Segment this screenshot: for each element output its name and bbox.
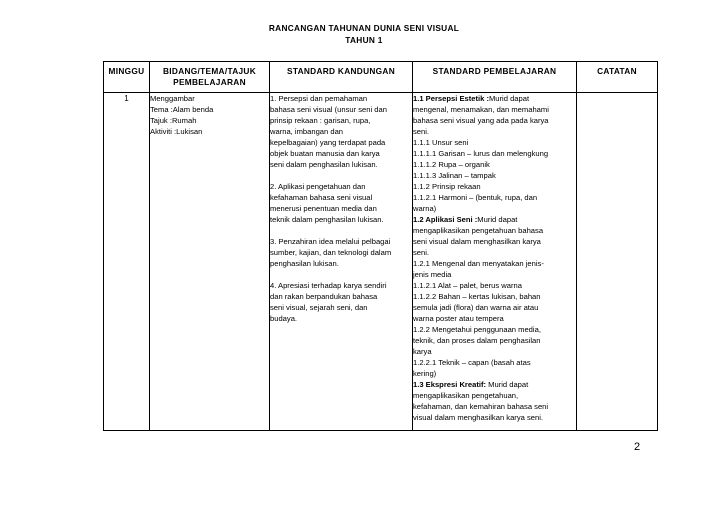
pembelajaran-line [413, 170, 576, 181]
kandungan-line: sumber, kajian, dan teknologi dalam [270, 248, 392, 257]
pembelajaran-text: teknik, dan proses dalam penghasilan [413, 336, 541, 345]
kandungan-line: bahasa seni visual (unsur seni dan [270, 105, 387, 114]
pembelajaran-text: warna) [413, 204, 437, 213]
kandungan-line: seni dalam penghasilan lukisan. [270, 160, 378, 169]
paragraph-gap [270, 170, 412, 181]
plan-table [103, 61, 658, 431]
pembelajaran-line [413, 357, 576, 368]
pembelajaran-line [413, 115, 576, 126]
pembelajaran-text: 1.1.2 Prinsip rekaan [413, 182, 481, 191]
table-row [104, 93, 658, 431]
kandungan-line: budaya. [270, 314, 298, 323]
cell-minggu: 1 [104, 93, 150, 431]
kandungan-line: 4. Apresiasi terhadap karya sendiri [270, 281, 387, 290]
pembelajaran-line [413, 159, 576, 170]
pembelajaran-line [413, 324, 576, 335]
pembelajaran-line [413, 269, 576, 280]
table-header-row [104, 62, 658, 93]
cell-standard-kandungan [270, 93, 413, 431]
pembelajaran-text: semula jadi (flora) dan warna air atau [413, 303, 539, 312]
pembelajaran-text: 1.1.1.1 Garisan – lurus dan melengkung [413, 149, 549, 158]
pembelajaran-text: seni. [413, 248, 430, 257]
pembelajaran-heading: 1.1 Persepsi Estetik : [413, 94, 489, 103]
pembelajaran-text: seni visual dalam menghasilkan karya [413, 237, 541, 246]
kandungan-line: objek buatan manusia dan karya [270, 149, 380, 158]
kandungan-line: kefahaman bahasa seni visual [270, 193, 373, 202]
pembelajaran-text: kering) [413, 369, 437, 378]
header-standard-pembelajaran: STANDARD PEMBELAJARAN [413, 62, 577, 93]
pembelajaran-text: 1.1.1.2 Rupa – organik [413, 160, 490, 169]
pembelajaran-line [413, 148, 576, 159]
pembelajaran-line [413, 412, 576, 423]
kandungan-line: kepelbagaian) yang terdapat pada [270, 138, 386, 147]
pembelajaran-line [413, 126, 576, 137]
kandungan-line: teknik dalam penghasilan lukisan. [270, 215, 384, 224]
pembelajaran-heading: 1.3 Ekspresi Kreatif: [413, 380, 487, 389]
pembelajaran-line [413, 401, 576, 412]
pembelajaran-text: mengenal, menamakan, dan memahami [413, 105, 549, 114]
kandungan-line: menerusi penentuan media dan [270, 204, 377, 213]
pembelajaran-line [413, 236, 576, 247]
kandungan-line: prinsip rekaan : garisan, rupa, [270, 116, 371, 125]
kandungan-line: penghasilan lukisan. [270, 259, 339, 268]
pembelajaran-line [413, 104, 576, 115]
kandungan-line: warna, imbangan dan [270, 127, 344, 136]
pembelajaran-line [413, 379, 576, 390]
document-subtitle: TAHUN 1 [345, 35, 383, 45]
pembelajaran-line [413, 335, 576, 346]
bidang-line: Tajuk :Rumah [150, 116, 197, 125]
pembelajaran-text: 1.1.1.3 Jalinan – tampak [413, 171, 496, 180]
document-title: RANCANGAN TAHUNAN DUNIA SENI VISUAL [268, 23, 460, 33]
pembelajaran-text: bahasa seni visual yang ada pada karya [413, 116, 549, 125]
paragraph-gap [270, 225, 412, 236]
pembelajaran-text: seni. [413, 127, 430, 136]
pembelajaran-text: 1.1.1 Unsur seni [413, 138, 469, 147]
pembelajaran-line [413, 247, 576, 258]
pembelajaran-line [413, 137, 576, 148]
kandungan-line: dan rakan berpandukan bahasa [270, 292, 378, 301]
pembelajaran-heading: 1.2 Aplikasi Seni : [413, 215, 478, 224]
pembelajaran-text: Murid dapat [488, 94, 530, 103]
pembelajaran-line [413, 225, 576, 236]
pembelajaran-line [413, 346, 576, 357]
pembelajaran-text: mengaplikasikan pengetahuan, [413, 391, 519, 400]
pembelajaran-line [413, 368, 576, 379]
pembelajaran-text: kefahaman, dan kemahiran bahasa seni [413, 402, 549, 411]
pembelajaran-line [413, 302, 576, 313]
pembelajaran-line [413, 93, 576, 104]
pembelajaran-line [413, 258, 576, 269]
kandungan-line: 2. Aplikasi pengetahuan dan [270, 182, 366, 191]
pembelajaran-text: karya [413, 347, 432, 356]
pembelajaran-line [413, 291, 576, 302]
cell-standard-pembelajaran [413, 93, 577, 431]
pembelajaran-text: Murid dapat [486, 380, 529, 389]
cell-bidang [150, 93, 270, 431]
bidang-line: Menggambar [150, 94, 195, 103]
pembelajaran-line [413, 192, 576, 203]
pembelajaran-line [413, 390, 576, 401]
paragraph-gap [270, 269, 412, 280]
header-catatan: CATATAN [577, 62, 658, 93]
pembelajaran-text: Murid dapat [477, 215, 518, 224]
bidang-line: Tema :Alam benda [150, 105, 214, 114]
pembelajaran-line [413, 313, 576, 324]
pembelajaran-text: 1.1.2.2 Bahan – kertas lukisan, bahan [413, 292, 541, 301]
pembelajaran-text: 1.2.2 Mengetahui penggunaan media, [413, 325, 541, 334]
pembelajaran-text: 1.2.1 Mengenal dan menyatakan jenis- [413, 259, 544, 268]
pembelajaran-line [413, 203, 576, 214]
pembelajaran-text: visual dalam menghasilkan karya seni. [413, 413, 544, 422]
kandungan-line: 3. Penzahiran idea melalui pelbagai [270, 237, 391, 246]
pembelajaran-line [413, 214, 576, 225]
pembelajaran-line [413, 181, 576, 192]
pembelajaran-text: 1.1.2.1 Alat – palet, berus warna [413, 281, 522, 290]
kandungan-line: seni visual, sejarah seni, dan [270, 303, 368, 312]
header-minggu: MINGGU [104, 62, 150, 93]
pembelajaran-line [413, 280, 576, 291]
header-standard-kandungan: STANDARD KANDUNGAN [270, 62, 413, 93]
pembelajaran-text: 1.2.2.1 Teknik – capan (basah atas [413, 358, 531, 367]
pembelajaran-text: 1.1.2.1 Harmoni – (bentuk, rupa, dan [413, 193, 538, 202]
header-bidang: BIDANG/TEMA/TAJUK PEMBELAJARAN [150, 62, 270, 93]
bidang-line: Aktiviti :Lukisan [150, 127, 203, 136]
kandungan-line: 1. Persepsi dan pemahaman [270, 94, 368, 103]
pembelajaran-text: jenis media [413, 270, 452, 279]
pembelajaran-text: warna poster atau tempera [413, 314, 504, 323]
pembelajaran-text: mengaplikasikan pengetahuan bahasa [413, 226, 544, 235]
cell-catatan [577, 93, 658, 431]
page-number: 2 [634, 441, 641, 453]
